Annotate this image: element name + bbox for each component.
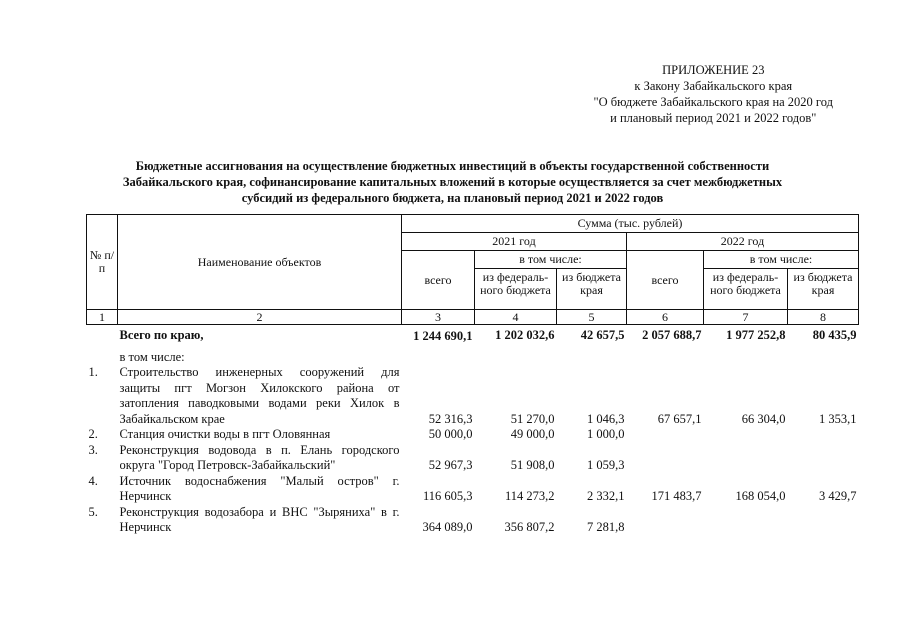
table-row (87, 474, 859, 505)
row-value: 3 429,7 (819, 489, 857, 503)
table-row (87, 443, 859, 474)
row-value (788, 427, 859, 443)
total-value-4: 2 057 688,7 (642, 328, 702, 342)
total-value-3: 42 657,5 (580, 328, 625, 342)
row-value: 49 000,0 (510, 427, 555, 441)
row-value (627, 427, 704, 443)
appendix-line-3: "О бюджете Забайкальского края на 2020 год (593, 95, 833, 109)
appendix-heading (594, 62, 833, 126)
col-number-8: 8 (788, 310, 859, 325)
col-number-6: 6 (627, 310, 704, 325)
header-year-2022: 2022 год (627, 233, 859, 251)
row-value (704, 443, 788, 474)
row-value (788, 443, 859, 474)
row-value: 1 059,3 (587, 458, 625, 472)
row-index: 4. (88, 473, 98, 488)
header-total-2021: всего (402, 251, 475, 310)
row-value (788, 505, 859, 536)
row-value (627, 443, 704, 474)
row-value: 364 089,0 (422, 520, 473, 534)
total-value-6: 80 435,9 (812, 328, 857, 342)
row-name: Реконструкция водозабора и ВНС "Зыряниха" в г. Нерчинск (119, 504, 400, 534)
row-value: 7 281,8 (587, 520, 625, 534)
subheading-label: в том числе: (119, 349, 185, 364)
row-value (627, 505, 704, 536)
row-value: 50 000,0 (428, 427, 473, 441)
row-index: 5. (88, 504, 98, 519)
header-regional-2021: из бюджета края (557, 269, 627, 310)
row-name: Строительство инженерных сооружений для защиты пгт Могзон Хилокского района от затопления паводковыми водами реки Хилок в Забайкальском крае (119, 365, 400, 426)
row-value: 66 304,0 (741, 411, 786, 426)
table-row-total (87, 325, 859, 344)
appendix-line-4: и плановый период 2021 и 2022 годов" (610, 111, 817, 125)
title-line-2: Забайкальского края, софинансирование капитальных вложений в которые осуществляется за счет межбюджетных (122, 175, 783, 189)
title-line-1: Бюджетные ассигнования на осуществление бюджетных инвестиций в объекты государственной собственности (135, 159, 770, 173)
col-number-7: 7 (704, 310, 788, 325)
title-line-3: субсидий из федерального бюджета, на плановый период 2021 и 2022 годов (241, 191, 664, 205)
col-number-2: 2 (118, 310, 402, 325)
header-year-2021: 2021 год (402, 233, 627, 251)
col-number-4: 4 (475, 310, 557, 325)
row-index: 3. (88, 442, 98, 457)
table-subheading-row (87, 344, 859, 366)
row-value (704, 505, 788, 536)
row-index: 1. (88, 365, 98, 379)
col-number-1: 1 (87, 310, 118, 325)
row-value: 1 353,1 (819, 411, 857, 426)
total-label: Всего по краю, (119, 328, 204, 342)
table-row (87, 427, 859, 443)
appendix-line-1: ПРИЛОЖЕНИЕ 23 (662, 63, 765, 77)
header-including-2021: в том числе: (475, 251, 627, 269)
row-value: 168 054,0 (735, 489, 786, 503)
col-number-5: 5 (557, 310, 627, 325)
row-name: Станция очистки воды в пгт Оловянная (119, 427, 331, 441)
header-name: Наименование объектов (118, 215, 402, 310)
col-number-3: 3 (402, 310, 475, 325)
row-value: 52 316,3 (428, 411, 473, 426)
header-number: № п/п (87, 215, 118, 310)
header-sum: Сумма (тыс. рублей) (402, 215, 859, 233)
row-value (704, 427, 788, 443)
total-value-2: 1 202 032,6 (495, 328, 555, 342)
row-name: Источник водоснабжения "Малый остров" г. Нерчинск (119, 473, 400, 503)
row-index: 2. (88, 427, 98, 441)
row-value: 2 332,1 (587, 489, 625, 503)
row-value: 51 908,0 (510, 458, 555, 472)
table-row (87, 505, 859, 536)
row-value: 114 273,2 (504, 489, 555, 503)
total-value-1: 1 244 690,1 (413, 328, 473, 343)
appendix-line-2: к Закону Забайкальского края (634, 79, 793, 93)
row-value: 1 046,3 (587, 411, 625, 426)
header-total-2022: всего (627, 251, 704, 310)
row-value: 67 657,1 (657, 411, 702, 426)
header-federal-2022: из федераль-ного бюджета (704, 269, 788, 310)
document-title (80, 158, 825, 206)
header-including-2022: в том числе: (704, 251, 859, 269)
table-row (87, 365, 859, 427)
budget-table (86, 214, 859, 536)
row-value: 52 967,3 (428, 458, 473, 472)
total-value-5: 1 977 252,8 (726, 328, 786, 342)
header-federal-2021: из федераль-ного бюджета (475, 269, 557, 310)
row-value: 116 605,3 (422, 489, 473, 503)
row-value: 171 483,7 (651, 489, 702, 503)
header-regional-2022: из бюджета края (788, 269, 859, 310)
row-value: 51 270,0 (510, 411, 555, 426)
row-value: 356 807,2 (504, 520, 555, 534)
row-value: 1 000,0 (587, 427, 625, 441)
row-name: Реконструкция водовода в п. Елань городского округа "Город Петровск-Забайкальский" (119, 442, 400, 472)
